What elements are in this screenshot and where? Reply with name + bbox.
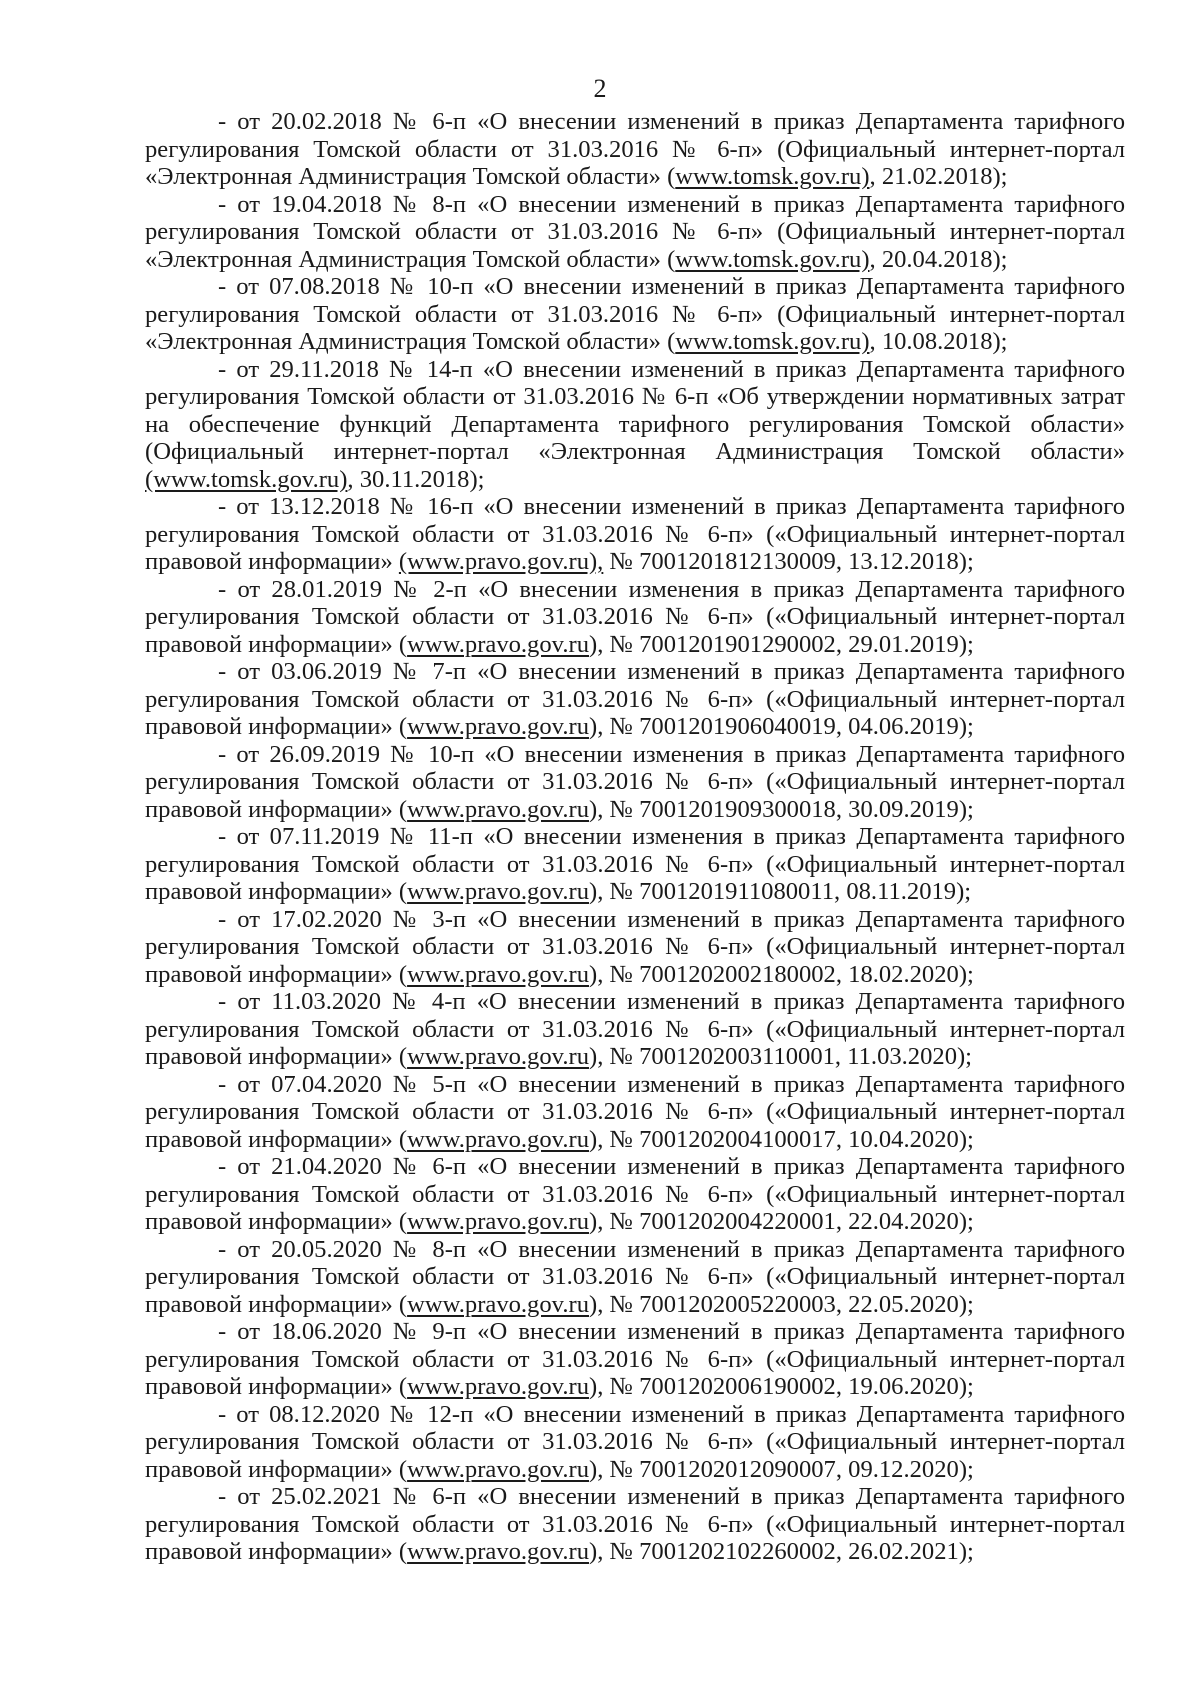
entry-suffix: , 30.11.2018); (347, 465, 485, 493)
entry-link[interactable]: www.pravo.gov.ru (407, 1290, 589, 1318)
entry-text: - от 17.02.2020 № 3-п «О внесении изменений в приказ Департамента тарифного регулирования Томской области от 31.03.2016 № 6-п» («Официальный интернет-портал правовой информации» ( (145, 905, 1125, 988)
entry-link[interactable]: www.pravo.gov.ru (407, 713, 589, 740)
list-item (145, 191, 1125, 274)
entry-link[interactable]: (www.pravo.gov.ru), (398, 548, 604, 575)
entry-text: - от 13.12.2018 № 16-п «О внесении изменений в приказ Департамента тарифного регулирования Томской области от 31.03.2016 № 6-п» («Официальный интернет-портал правовой информации» (145, 493, 1125, 575)
entry-suffix: ), № 7001201909300018, 30.09.2019); (589, 795, 974, 823)
entry-text: - от 18.06.2020 № 9-п «О внесении изменений в приказ Департамента тарифного регулирования Томской области от 31.03.2016 № 6-п» («Официальный интернет-портал правовой информации» ( (145, 1318, 1125, 1400)
entry-text: - от 07.08.2018 № 10-п «О внесении изменений в приказ Департамента тарифного регулирования Томской области от 31.03.2016 № 6-п» (Официальный интернет-портал «Электронная Администрация Томской области» ( (145, 273, 1125, 355)
list-item (145, 906, 1125, 989)
entry-suffix: ), № 7001202003110001, 11.03.2020); (589, 1043, 973, 1070)
entry-suffix: № 7001201812130009, 13.12.2018); (603, 548, 974, 575)
entry-link[interactable]: www.pravo.gov.ru (407, 1208, 589, 1235)
entry-suffix: ), № 7001201906040019, 04.06.2019); (589, 713, 974, 740)
entry-suffix: ), № 7001202002180002, 18.02.2020); (589, 960, 974, 988)
entry-text: - от 20.02.2018 № 6-п «О внесении изменений в приказ Департамента тарифного регулирования Томской области от 31.03.2016 № 6-п» (Официальный интернет-портал «Электронная Администрация Томской области» ( (145, 108, 1125, 190)
entry-text: - от 29.11.2018 № 14-п «О внесении изменений в приказ Департамента тарифного регулирования Томской области от 31.03.2016 № 6-п «Об утверждении нормативных затрат на обеспечение функций Департамента тарифного регулирования Томской области» (Официальный интернет-портал «Электронная Администрация Томской области» (145, 355, 1125, 465)
list-item (145, 356, 1125, 494)
entry-link[interactable]: www.pravo.gov.ru (407, 1373, 589, 1400)
entry-link[interactable]: www.tomsk.gov.ru) (675, 328, 870, 355)
entry-suffix: ), № 7001202004220001, 22.04.2020); (589, 1208, 974, 1235)
entry-suffix: ), № 7001202102260002, 26.02.2021); (589, 1538, 974, 1565)
entry-link[interactable]: www.pravo.gov.ru (407, 1043, 589, 1070)
entry-link[interactable]: www.pravo.gov.ru (407, 1538, 589, 1565)
list-item (145, 493, 1125, 576)
entry-text: - от 28.01.2019 № 2-п «О внесении изменения в приказ Департамента тарифного регулирования Томской области от 31.03.2016 № 6-п» («Официальный интернет-портал правовой информации» ( (145, 575, 1125, 658)
list-item (145, 741, 1125, 824)
entry-text: - от 19.04.2018 № 8-п «О внесении изменений в приказ Департамента тарифного регулирования Томской области от 31.03.2016 № 6-п» (Официальный интернет-портал «Электронная Администрация Томской области» ( (145, 190, 1125, 273)
document-body (145, 108, 1125, 1566)
entry-link[interactable]: www.pravo.gov.ru (407, 878, 589, 905)
entry-suffix: ), № 7001202006190002, 19.06.2020); (589, 1373, 974, 1400)
list-item (145, 108, 1125, 191)
list-item (145, 1236, 1125, 1319)
list-item (145, 1483, 1125, 1566)
page-number: 2 (593, 74, 607, 103)
entry-link[interactable]: www.pravo.gov.ru (407, 795, 589, 823)
entry-link[interactable]: www.pravo.gov.ru (407, 960, 589, 988)
entry-text: - от 21.04.2020 № 6-п «О внесении изменений в приказ Департамента тарифного регулирования Томской области от 31.03.2016 № 6-п» («Официальный интернет-портал правовой информации» ( (145, 1153, 1125, 1235)
entry-suffix: ), № 7001202004100017, 10.04.2020); (589, 1125, 974, 1153)
entry-suffix: , 20.04.2018); (869, 245, 1008, 273)
list-item (145, 1401, 1125, 1484)
entry-link[interactable]: www.pravo.gov.ru (407, 1455, 589, 1483)
entry-suffix: ), № 7001202005220003, 22.05.2020); (589, 1290, 974, 1318)
entry-text: - от 07.11.2019 № 11-п «О внесении изменения в приказ Департамента тарифного регулирования Томской области от 31.03.2016 № 6-п» («Официальный интернет-портал правовой информации» ( (145, 823, 1125, 905)
entry-suffix: , 10.08.2018); (869, 328, 1008, 355)
entry-text: - от 07.04.2020 № 5-п «О внесении изменений в приказ Департамента тарифного регулирования Томской области от 31.03.2016 № 6-п» («Официальный интернет-портал правовой информации» ( (145, 1070, 1125, 1153)
list-item (145, 273, 1125, 356)
entry-suffix: ), № 7001201901290002, 29.01.2019); (589, 630, 974, 658)
entry-suffix: ), № 7001202012090007, 09.12.2020); (589, 1455, 974, 1483)
entry-link[interactable]: www.pravo.gov.ru (407, 1125, 589, 1153)
entry-text: - от 11.03.2020 № 4-п «О внесении изменений в приказ Департамента тарифного регулирования Томской области от 31.03.2016 № 6-п» («Официальный интернет-портал правовой информации» ( (145, 988, 1125, 1070)
entry-suffix: ), № 7001201911080011, 08.11.2019); (589, 878, 972, 905)
entry-text: - от 08.12.2020 № 12-п «О внесении изменений в приказ Департамента тарифного регулирования Томской области от 31.03.2016 № 6-п» («Официальный интернет-портал правовой информации» ( (145, 1400, 1125, 1483)
entry-text: - от 26.09.2019 № 10-п «О внесении изменения в приказ Департамента тарифного регулирования Томской области от 31.03.2016 № 6-п» («Официальный интернет-портал правовой информации» ( (145, 740, 1125, 823)
entry-link[interactable]: (www.tomsk.gov.ru) (145, 465, 348, 493)
list-item (145, 1071, 1125, 1154)
entry-link[interactable]: www.pravo.gov.ru (407, 630, 589, 658)
entry-text: - от 03.06.2019 № 7-п «О внесении изменений в приказ Департамента тарифного регулирования Томской области от 31.03.2016 № 6-п» («Официальный интернет-портал правовой информации» ( (145, 658, 1125, 740)
entry-link[interactable]: www.tomsk.gov.ru) (675, 163, 870, 190)
list-item (145, 1318, 1125, 1401)
list-item (145, 988, 1125, 1071)
list-item (145, 1153, 1125, 1236)
entry-text: - от 20.05.2020 № 8-п «О внесении изменений в приказ Департамента тарифного регулирования Томской области от 31.03.2016 № 6-п» («Официальный интернет-портал правовой информации» ( (145, 1235, 1125, 1318)
list-item (145, 658, 1125, 741)
list-item (145, 823, 1125, 906)
entry-suffix: , 21.02.2018); (869, 163, 1008, 190)
list-item (145, 576, 1125, 659)
entry-text: - от 25.02.2021 № 6-п «О внесении изменений в приказ Департамента тарифного регулирования Томской области от 31.03.2016 № 6-п» («Официальный интернет-портал правовой информации» ( (145, 1483, 1125, 1565)
entry-link[interactable]: www.tomsk.gov.ru) (675, 245, 870, 273)
